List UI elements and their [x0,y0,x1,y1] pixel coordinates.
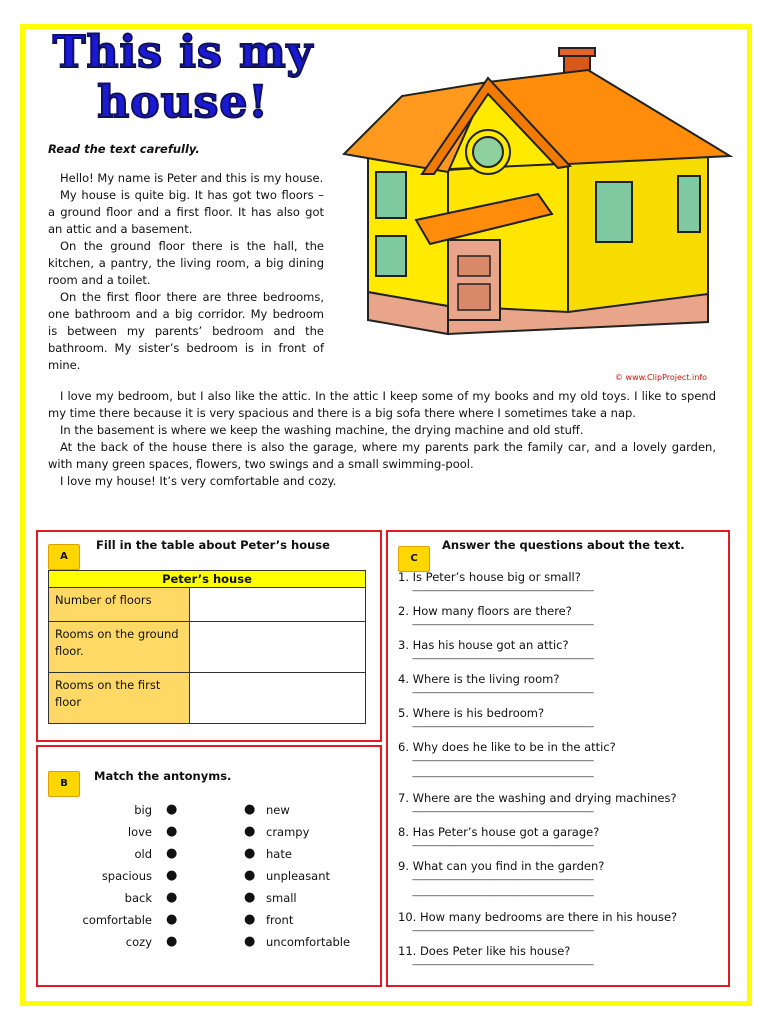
page-title [38,28,328,128]
house-illustration [338,44,736,374]
answer-line[interactable]: ------------------------------------------------------------------------------------------------ [412,756,594,765]
section-b-title: Match the antonyms. [94,769,232,783]
match-dot[interactable]: ● [166,868,178,883]
match-dot[interactable]: ● [244,934,256,949]
antonym-word: small [266,891,297,905]
peters-house-table [48,570,366,724]
answer-cell-first-floor[interactable] [190,673,366,724]
image-credit: © www.ClipProject.info [615,373,708,382]
answer-line[interactable]: ------------------------------------------------------------------------------------------------ [412,722,594,731]
answer-line[interactable]: ------------------------------------------------------------------------------------------------ [412,620,594,629]
table-row-label [49,622,190,673]
question: 1. Is Peter’s house big or small? [398,570,581,584]
antonym-word: uncomfortable [266,935,351,949]
answer-line[interactable]: ------------------------------------------------------------------------------------------------ [412,841,594,850]
match-dot[interactable]: ● [166,934,178,949]
paragraph: On the first floor there are three bedrooms, one bathroom and a big corridor. My bedroom is between my parents’ bedroom and the bathroom. My sister’s bedroom is in front of mine. [48,290,324,372]
answer-line[interactable]: ------------------------------------------------------------------------------------------------ [412,654,594,663]
antonym-word: crampy [266,825,310,839]
antonym-word: back [124,891,152,905]
table-row-label: Rooms on the first floor [49,673,190,724]
answer-line[interactable]: ------------------------------------------------------------------------------------------------ [412,891,594,900]
table-row-label: Number of floors [49,588,190,622]
antonym-word: love [127,825,152,839]
title-line-1: This is my [52,27,314,78]
right-bullets [244,799,255,953]
match-dot[interactable]: ● [166,912,178,927]
section-a-title: Fill in the table about Peter’s house [96,538,330,552]
match-dot[interactable]: ● [244,868,256,883]
match-dot[interactable]: ● [166,824,178,839]
section-a-badge: A [48,544,80,570]
antonym-word: front [266,913,294,927]
section-c-box [386,530,730,987]
paragraph: I love my house! It’s very comfortable and cozy. [60,474,337,488]
antonym-word: hate [266,847,292,861]
table-row-label-text: Rooms on the ground floor. [55,627,179,658]
paragraph: My house is quite big. It has got two floors – a ground floor and a first floor. It has also got an attic and a basement. [48,188,324,236]
title-line-2: house! [97,77,269,128]
answer-cell-ground-floor[interactable] [190,622,366,673]
question: 10. How many bedrooms are there in his house? [398,910,678,924]
section-a-box [36,530,382,742]
question: 6. Why does he like to be in the attic? [398,740,616,754]
antonym-word: new [266,803,290,817]
question: 8. Has Peter’s house got a garage? [398,825,600,839]
question: 4. Where is the living room? [398,672,560,686]
match-dot[interactable]: ● [166,846,178,861]
antonym-word: big [134,803,152,817]
paragraph: Hello! My name is Peter and this is my house. [60,171,324,185]
question: 7. Where are the washing and drying machines? [398,791,677,805]
match-dot[interactable]: ● [166,802,178,817]
section-b-badge: B [48,771,80,797]
match-dot[interactable]: ● [244,824,256,839]
paragraph: At the back of the house there is also the garage, where my parents park the family car, and a lovely garden, with many green spaces, flowers, two swings and a small swimming-pool. [48,440,716,471]
answer-line[interactable]: ------------------------------------------------------------------------------------------------ [412,586,594,595]
paragraph: On the ground floor there is the hall, the kitchen, a pantry, the living room, a big dining room and a toilet. [48,239,324,287]
section-b-box [36,745,382,987]
question: 9. What can you find in the garden? [398,859,605,873]
left-bullets [166,799,177,953]
question: 5. Where is his bedroom? [398,706,545,720]
match-dot[interactable]: ● [244,802,256,817]
match-dot[interactable]: ● [244,912,256,927]
answer-line[interactable]: ------------------------------------------------------------------------------------------------ [412,772,594,781]
match-dot[interactable]: ● [244,890,256,905]
antonym-word: comfortable [82,913,152,927]
answer-cell-floors[interactable] [190,588,366,622]
instruction: Read the text carefully. [48,142,200,156]
antonyms-right-list [266,799,350,953]
paragraph: In the basement is where we keep the washing machine, the drying machine and old stuff. [60,423,584,437]
reading-text-top [48,170,324,374]
question: 2. How many floors are there? [398,604,572,618]
answer-line[interactable]: ------------------------------------------------------------------------------------------------ [412,875,594,884]
answer-line[interactable]: ------------------------------------------------------------------------------------------------ [412,926,594,935]
match-dot[interactable]: ● [244,846,256,861]
section-c-title: Answer the questions about the text. [442,538,685,552]
paragraph: I love my bedroom, but I also like the attic. In the attic I keep some of my books and my old toys. I like to spend my time there because it is very spacious and there is a big sofa there where I sometimes take a nap. [48,389,716,420]
reading-text-bottom [48,388,716,490]
match-dot[interactable]: ● [166,890,178,905]
antonym-word: old [134,847,152,861]
question: 11. Does Peter like his house? [398,944,571,958]
question: 3. Has his house got an attic? [398,638,569,652]
antonyms-left-list [83,799,153,953]
answer-line[interactable]: ------------------------------------------------------------------------------------------------ [412,688,594,697]
answer-line[interactable]: ------------------------------------------------------------------------------------------------ [412,807,594,816]
table-header: Peter’s house [49,571,366,588]
answer-line[interactable]: ------------------------------------------------------------------------------------------------ [412,960,594,969]
antonym-word: unpleasant [266,869,331,883]
antonym-word: cozy [125,935,152,949]
section-c-badge: C [398,546,430,572]
antonym-word: spacious [101,869,152,883]
